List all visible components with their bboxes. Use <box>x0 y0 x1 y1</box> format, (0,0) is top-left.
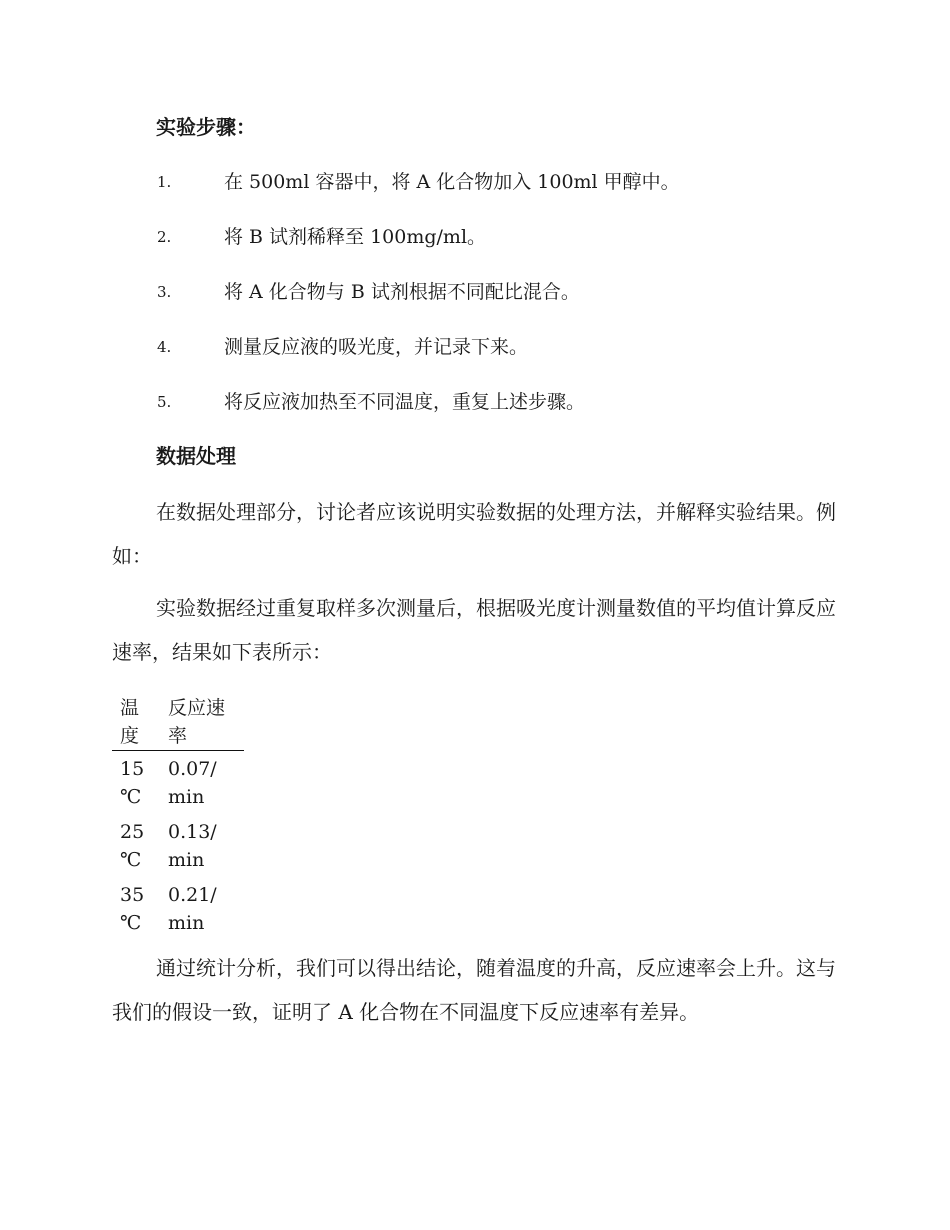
table-header-temperature: 温度 <box>112 692 160 751</box>
table-cell-temperature: 35 ℃ <box>120 884 145 934</box>
step-item <box>0 222 950 252</box>
step-item <box>0 332 950 362</box>
paragraph-method: 实验数据经过重复取样多次测量后，根据吸光度计测量数值的平均值计算反应速率，结果如下表所示： <box>112 596 836 664</box>
table-cell-temperature: 15 ℃ <box>120 758 145 808</box>
steps-heading: 实验步骤： <box>156 115 256 139</box>
table-cell-rate: 0.13/ min <box>168 821 217 871</box>
step-text: 测量反应液的吸光度，并记录下来。 <box>224 336 529 358</box>
table-cell-rate: 0.21/ min <box>168 884 217 934</box>
step-number: 1. <box>157 173 172 191</box>
step-number: 5. <box>157 393 172 411</box>
step-number: 3. <box>157 283 172 301</box>
table-header-rate: 反应速率 <box>160 692 244 751</box>
step-text: 将 A 化合物与 B 试剂根据不同配比混合。 <box>224 281 580 303</box>
paragraph-conclusion: 通过统计分析，我们可以得出结论，随着温度的升高，反应速率会上升。这与我们的假设一致，证明了 A 化合物在不同温度下反应速率有差异。 <box>112 956 836 1024</box>
table-row <box>112 814 244 877</box>
table-cell-rate: 0.07/ min <box>168 758 217 808</box>
step-item <box>0 387 950 417</box>
reaction-rate-table <box>112 692 244 940</box>
data-processing-heading: 数据处理 <box>156 444 236 468</box>
paragraph-intro: 在数据处理部分，讨论者应该说明实验数据的处理方法，并解释实验结果。例如： <box>112 500 836 568</box>
step-item <box>0 277 950 307</box>
step-number: 4. <box>157 338 172 356</box>
step-text: 在 500ml 容器中，将 A 化合物加入 100ml 甲醇中。 <box>224 171 680 193</box>
step-text: 将反应液加热至不同温度，重复上述步骤。 <box>224 391 586 413</box>
step-number: 2. <box>157 228 172 246</box>
step-item <box>0 167 950 197</box>
table-row <box>112 877 244 940</box>
table-header-row <box>112 692 244 751</box>
step-text: 将 B 试剂稀释至 100mg/ml。 <box>224 226 487 248</box>
table-row <box>112 751 244 815</box>
table-cell-temperature: 25 ℃ <box>120 821 145 871</box>
